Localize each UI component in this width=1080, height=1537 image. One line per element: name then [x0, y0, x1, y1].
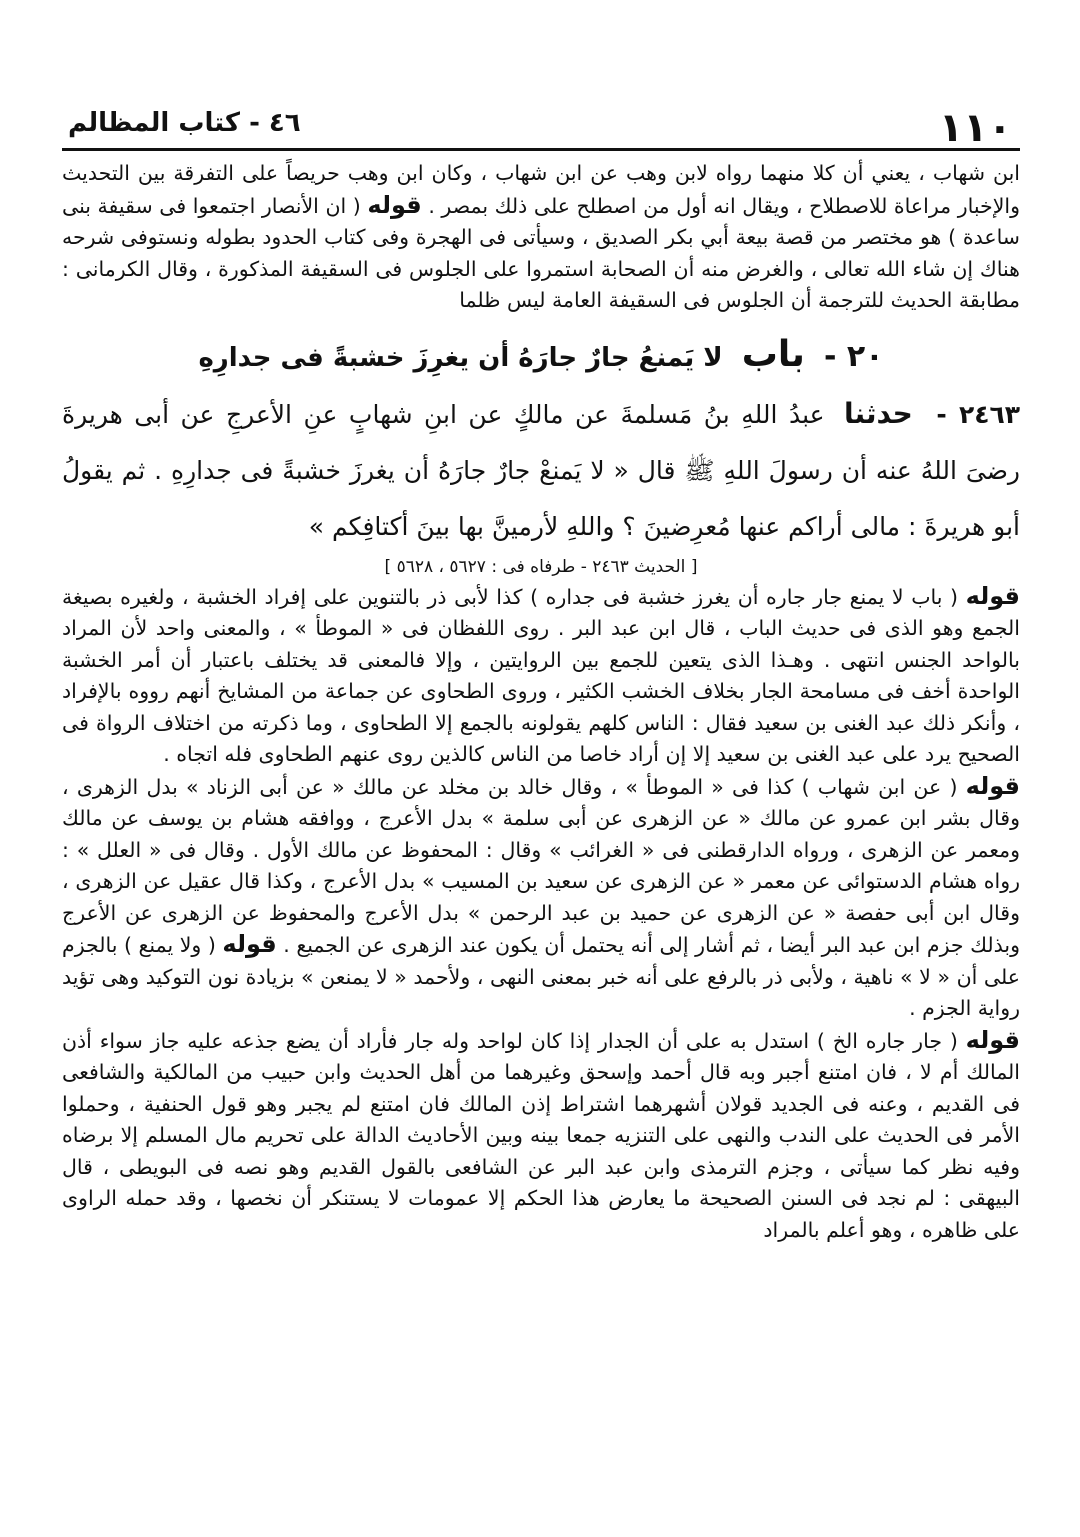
- page-number: ١١٠: [938, 105, 1012, 151]
- intro-text-1: ابن شهاب ، يعني أن كلا منهما رواه لابن وهب عن ابن شهاب ، وكان ابن وهب حريصاً على التفرقة بين التحديث والإخبار مراعاة للاصطلاح ، ويقال انه أول من اصطلح على ذلك بمصر .: [62, 161, 1020, 218]
- commentary-text: ( جار جاره الخ ) استدل به على أن الجدار إذا كان لواحد وله جار فأراد أن يضع جذعه عليه جاز سواء أذن المالك أم لا ، فان امتنع أجبر وبه قال أحمد وإسحق وغيرهما من أهل الحديث وابن حبيب من المالكية والشافعى فى القديم ، وعنه فى الجديد قولان أشهرهما اشتراط إذن المالك فان امتنع لم يجبر وهو قول الحنفية ، وحملوا الأمر فى الحديث على الندب والنهى على التنزيه جمعا بينه وبين الأحاديث الدالة على تحريم مال المسلم إلا برضاه وفيه نظر كما سيأتى ، وجزم الترمذى وابن عبد البر عن الشافعى بالقول القديم وهو نصه فى البويطى ، قال البيهقى : لم نجد فى السنن الصحيحة ما يعارض هذا الحكم إلا عمومات لا يستنكر أن نخصها ، وقد حمله الراوى على ظاهره ، وهو أعلم بالمراد: [62, 1028, 1020, 1242]
- commentary-text: ( ولا يمنع ) بالجزم على أن « لا » ناهية ، ولأبى ذر بالرفع على أنه خبر بمعنى النهى ، ولأحمد « لا يمنعن » بزيادة نون التوكيد وهى تؤيد رواية الجزم .: [62, 933, 1020, 1020]
- intro-paragraph: [62, 158, 1020, 317]
- commentary-text: ( باب لا يمنع جار جاره أن يغرز خشبة فى جداره ) كذا لأبى ذر بالتنوين على إفراد الخشبة ، ولغيره بصيغة الجمع وهو الذى فى حديث الباب ، قال ابن عبد البر . روى اللفظان فى « الموطأ » ، والمعنى واحد لأن المراد بالواحد الجنس انتهى . وهـذا الذى يتعين للجمع بين الروايتين ، وإلا فالمعنى قد يختلف باعتبار أن أمر الخشبة الواحدة أخف فى مسامحة الجار بخلاف الخشب الكثير ، وروى الطحاوى عن جماعة من المشايخ أنهم رووه بالإفراد ، وأنكر ذلك عبد الغنى بن سعيد فقال : الناس كلهم يقولونه بالجمع إلا الطحاوى ، وما ذكرته من اختلاف الرواة فى الصحيح يرد على عبد الغنى بن سعيد إلا إن أراد خاصا من الناس كالذين روى عنهم الطحاوى فله اتجاه .: [62, 584, 1020, 766]
- qawluhu-keyword: قوله: [222, 930, 277, 958]
- hadith-reference: [ الحديث ٢٤٦٣ - طرفاه فى : ٥٦٢٧ ، ٥٦٢٨ ]: [384, 556, 698, 577]
- qawluhu-keyword: قوله: [367, 190, 422, 219]
- chapter-title: لا يَمنعُ جارٌ جارَهُ أن يغرِزَ خشبةً فى جدارِهِ: [198, 342, 723, 373]
- hadith-number: ٢٤٦٣ -: [936, 399, 1020, 429]
- hadith-body: عبدُ اللهِ بنُ مَسلمةَ عن مالكٍ عن ابنِ شهابٍ عنِ الأعرجِ عن أبى هريرةَ رضىَ اللهُ عنه أن رسولَ اللهِ ﷺ قال « لا يَمنعْ جارٌ جارَهُ أن يغرزَ خشبةً فى جدارِهِ . ثم يقولُ أبو هريرةَ : مالى أراكم عنها مُعرِضينَ ؟ واللهِ لأرمينَّ بها بينَ أكتافِكم »: [62, 399, 1020, 541]
- commentary-paragraph: [62, 771, 1020, 1025]
- haddathana-keyword: حدثنا: [844, 396, 913, 430]
- chapter-number: ٢٠ -: [824, 338, 884, 374]
- hadith-text: [62, 386, 1020, 555]
- header-divider: [62, 148, 1020, 151]
- page-header: [62, 0, 1020, 150]
- intro-text-2: ( ان الأنصار اجتمعوا فى سقيفة بنى ساعدة ) هو مختصر من قصة بيعة أبي بكر الصديق ، وسيأتى فى الهجرة وفى كتاب الحدود بطوله ونستوفى شرحه هناك إن شاء الله تعالى ، والغرض منه أن الصحابة استمروا على الجلوس فى السقيفة المذكورة ، وقال الكرمانى : مطابقة الحديث للترجمة أن الجلوس فى السقيفة العامة ليس ظلما: [62, 193, 1020, 312]
- chapter-bab-label: باب: [741, 333, 805, 375]
- commentary-text: ( عن ابن شهاب ) كذا فى « الموطأ » ، وقال خالد بن مخلد عن مالك « عن أبى الزناد » بدل الزهرى ، وقال بشر ابن عمرو عن مالك « عن الزهرى عن أبى سلمة » بدل الأعرج ، ووافقه هشام بن يوسف عن مالك ومعمر عن الزهرى ، ورواه الدارقطنى فى « الغرائب » وقال : المحفوظ عن مالك الأول . وقال فى « العلل » : رواه هشام الدستوائى عن معمر « عن الزهرى عن سعيد بن المسيب » بدل الأعرج ، وكذا قال عقيل عن الزهرى ، وقال ابن أبى حفصة « عن الزهرى عن حميد بن عبد الرحمن » بدل الأعرج والمحفوظ عن الزهرى عن الأعرج وبذلك جزم ابن عبد البر أيضا ، ثم أشار إلى أنه يحتمل أن يكون عند الزهرى عن الجميع .: [62, 774, 1020, 957]
- qawluhu-keyword: قوله: [965, 581, 1020, 610]
- chapter-heading: [62, 335, 1020, 378]
- commentary-paragraph: [62, 581, 1020, 771]
- qawluhu-keyword: قوله: [965, 1025, 1020, 1054]
- commentary-paragraph: [62, 1025, 1020, 1247]
- qawluhu-keyword: قوله: [965, 771, 1020, 800]
- running-title: ٤٦ - كتاب المظالم: [68, 108, 301, 138]
